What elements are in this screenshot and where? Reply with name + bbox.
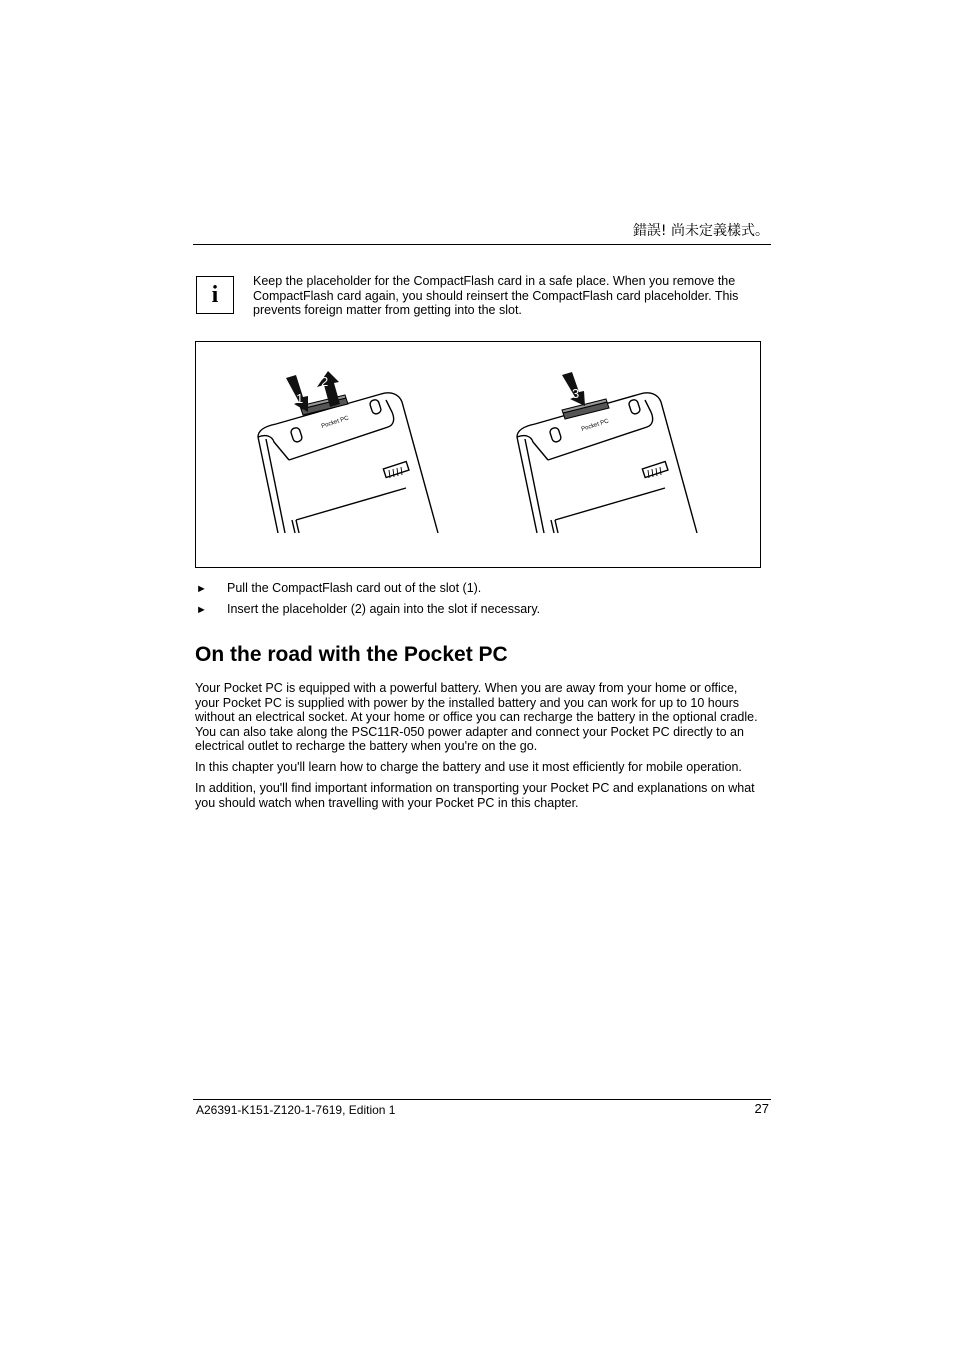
step-1 — [196, 581, 481, 597]
info-icon-letter: i — [211, 282, 219, 308]
arrow-down-3 — [562, 372, 585, 406]
info-note: Keep the placeholder for the CompactFlash card in a safe place. When you remove the CompactFlash card again, you should reinsert the CompactFlash card placeholder. This prevents foreign matter from getting into the slot. — [253, 274, 739, 318]
device-left — [258, 393, 438, 533]
info-icon — [196, 276, 234, 314]
illustration-figure — [195, 341, 761, 568]
arrow-down-1 — [286, 375, 308, 412]
step-2 — [196, 602, 540, 618]
callout-1: 1 — [296, 391, 304, 406]
placeholder-right — [562, 399, 609, 419]
paragraph: In this chapter you'll learn how to charge the battery and use it most efficiently for mobile operation. — [195, 760, 742, 774]
page-number: 27 — [754, 1101, 769, 1116]
paragraph: Your Pocket PC is equipped with a powerful battery. When you are away from your home or office, your Pocket PC is supplied with power by the installed battery and you can work for up to 10 hours without an electrical socket. At your home or office you can recharge the battery in the optional cradle. You can also take along the PSC11R-050 power adapter and connect your Pocket PC directly to an electrical outlet to recharge the battery when you're on the go. — [195, 681, 758, 754]
bullet-arrow-icon: ► — [196, 583, 207, 595]
callout-3: 3 — [572, 386, 580, 401]
bullet-arrow-icon: ► — [196, 604, 207, 616]
page-footer — [193, 1099, 771, 1117]
step-text: Insert the placeholder (2) again into the slot if necessary. — [227, 602, 541, 616]
pocket-pc-illustration — [196, 342, 762, 569]
device-label-left: Pocket PC — [320, 415, 350, 430]
device-label-right: Pocket PC — [580, 418, 610, 433]
section-title: On the road with the Pocket PC — [195, 643, 508, 666]
device-right — [517, 393, 697, 533]
header-text: 錯誤! 尚未定義樣式。 — [632, 223, 769, 239]
callout-2: 2 — [321, 374, 329, 389]
page-header — [193, 220, 771, 245]
footer-doc-id: A26391-K151-Z120-1-7619, Edition 1 — [196, 1103, 396, 1117]
step-text: Pull the CompactFlash card out of the slot (1). — [227, 581, 482, 595]
paragraph: In addition, you'll find important information on transporting your Pocket PC and explanations on what you should watch when travelling with your Pocket PC in this chapter. — [195, 781, 755, 810]
